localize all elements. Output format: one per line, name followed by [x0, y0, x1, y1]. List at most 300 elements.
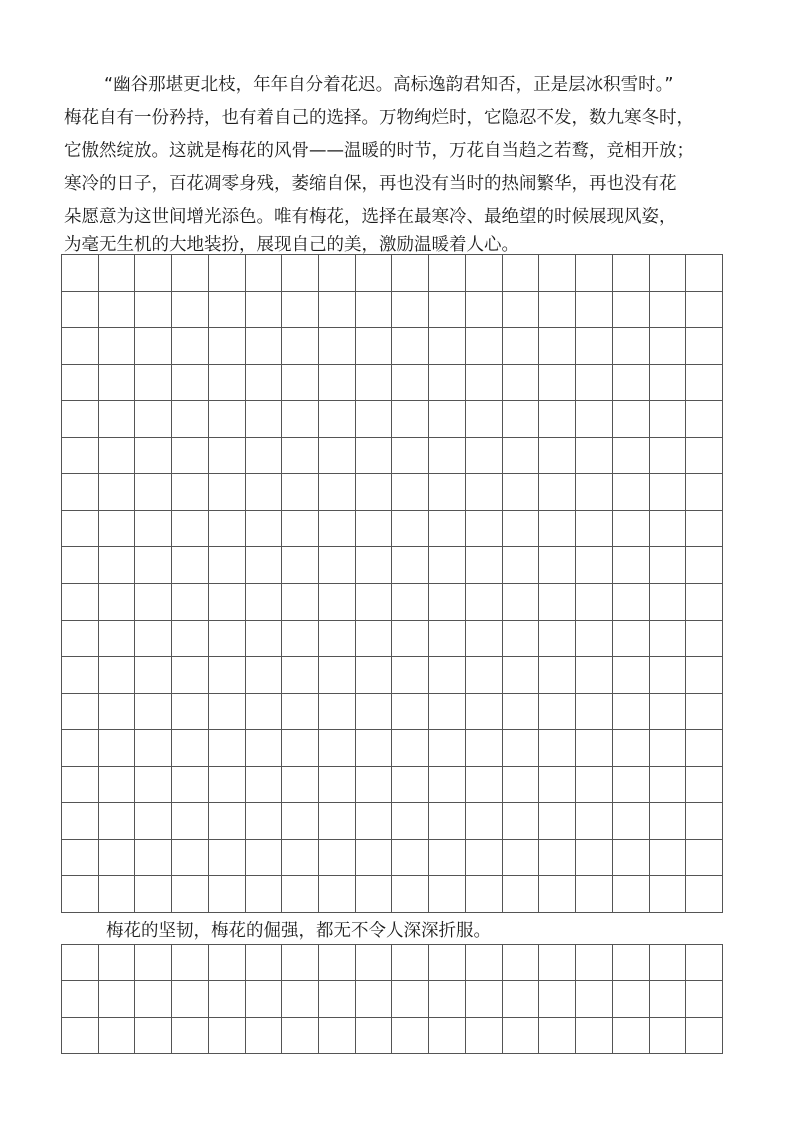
grid-cell [686, 945, 723, 981]
grid-cell [503, 328, 540, 365]
grid-cell [613, 584, 650, 621]
grid-cell [466, 694, 503, 731]
grid-cell [539, 401, 576, 438]
grid-cell [356, 584, 393, 621]
grid-cell [319, 767, 356, 804]
grid-cell [209, 840, 246, 877]
grid-cell [686, 876, 723, 913]
grid-cell [356, 840, 393, 877]
grid-cell [539, 292, 576, 329]
grid-cell [650, 365, 687, 402]
grid-cell [282, 876, 319, 913]
grid-cell [429, 694, 466, 731]
grid-cell [209, 547, 246, 584]
grid-cell [686, 547, 723, 584]
grid-cell [172, 876, 209, 913]
grid-cell [466, 584, 503, 621]
grid-cell [319, 401, 356, 438]
grid-cell [392, 621, 429, 658]
grid-cell [62, 803, 99, 840]
grid-cell [392, 511, 429, 548]
grid-cell [356, 803, 393, 840]
grid-cell [356, 730, 393, 767]
grid-cell [319, 876, 356, 913]
grid-cell [99, 730, 136, 767]
grid-cell [246, 1018, 283, 1054]
grid-cell [319, 328, 356, 365]
grid-cell [135, 547, 172, 584]
grid-cell [62, 328, 99, 365]
grid-cell [539, 547, 576, 584]
grid-cell [209, 621, 246, 658]
grid-cell [576, 621, 613, 658]
grid-cell [99, 657, 136, 694]
grid-cell [466, 840, 503, 877]
paragraph-1-line-1: “幽谷那堪更北枝，年年自分着花迟。高标逸韵君知否，正是层冰积雪时。” [104, 75, 674, 95]
grid-cell [613, 981, 650, 1017]
grid-cell [172, 547, 209, 584]
paragraph-1-line-6: 为毫无生机的大地装扮，展现自己的美，激励温暖着人心。 [64, 235, 519, 255]
grid-cell [392, 438, 429, 475]
grid-cell [576, 945, 613, 981]
grid-cell [392, 730, 429, 767]
grid-cell [613, 511, 650, 548]
grid-cell [539, 730, 576, 767]
grid-cell [539, 803, 576, 840]
grid-cell [246, 255, 283, 292]
grid-cell [539, 767, 576, 804]
grid-cell [172, 621, 209, 658]
grid-cell [356, 981, 393, 1017]
grid-cell [539, 438, 576, 475]
grid-cell [429, 657, 466, 694]
grid-cell [650, 328, 687, 365]
grid-cell [576, 438, 613, 475]
grid-cell [429, 1018, 466, 1054]
grid-cell [429, 803, 466, 840]
grid-cell [576, 292, 613, 329]
grid-cell [172, 945, 209, 981]
grid-cell [503, 511, 540, 548]
grid-cell [246, 474, 283, 511]
grid-cell [650, 657, 687, 694]
paragraph-2-line-1: 梅花的坚韧，梅花的倔强，都无不令人深深折服。 [106, 921, 491, 941]
grid-cell [576, 401, 613, 438]
grid-cell [686, 328, 723, 365]
grid-cell [356, 767, 393, 804]
grid-cell [319, 584, 356, 621]
grid-cell [172, 511, 209, 548]
grid-cell [209, 945, 246, 981]
grid-cell [209, 292, 246, 329]
grid-cell [62, 438, 99, 475]
grid-cell [356, 292, 393, 329]
grid-cell [503, 657, 540, 694]
grid-cell [613, 767, 650, 804]
grid-cell [650, 876, 687, 913]
grid-cell [135, 401, 172, 438]
grid-cell [576, 876, 613, 913]
grid-cell [282, 511, 319, 548]
grid-cell [576, 803, 613, 840]
grid-cell [650, 621, 687, 658]
grid-cell [319, 547, 356, 584]
grid-cell [503, 730, 540, 767]
grid-cell [356, 694, 393, 731]
grid-cell [172, 255, 209, 292]
grid-cell [650, 292, 687, 329]
grid-cell [392, 767, 429, 804]
grid-cell [539, 694, 576, 731]
grid-cell [246, 328, 283, 365]
grid-cell [613, 1018, 650, 1054]
grid-cell [62, 255, 99, 292]
grid-cell [686, 621, 723, 658]
grid-cell [99, 584, 136, 621]
grid-cell [172, 365, 209, 402]
paragraph-1-line-2: 梅花自有一份矜持，也有着自己的选择。万物绚烂时，它隐忍不发，数九寒冬时， [64, 108, 694, 128]
grid-cell [429, 365, 466, 402]
grid-cell [466, 730, 503, 767]
grid-cell [613, 840, 650, 877]
grid-cell [392, 1018, 429, 1054]
grid-cell [246, 657, 283, 694]
grid-cell [503, 694, 540, 731]
grid-cell [613, 730, 650, 767]
grid-cell [246, 803, 283, 840]
grid-cell [135, 438, 172, 475]
grid-cell [613, 547, 650, 584]
grid-cell [282, 730, 319, 767]
grid-cell [62, 694, 99, 731]
grid-cell [650, 945, 687, 981]
grid-cell [209, 511, 246, 548]
paragraph-1-line-5: 朵愿意为这世间增光添色。唯有梅花，选择在最寒冷、最绝望的时候展现风姿， [64, 207, 677, 227]
grid-cell [613, 401, 650, 438]
grid-cell [209, 474, 246, 511]
grid-cell [62, 584, 99, 621]
grid-cell [503, 547, 540, 584]
grid-cell [429, 621, 466, 658]
paragraph-1-line-4: 寒冷的日子，百花凋零身残，萎缩自保，再也没有当时的热闹繁华，再也没有花 [64, 174, 677, 194]
grid-cell [392, 945, 429, 981]
grid-cell [99, 438, 136, 475]
grid-cell [282, 694, 319, 731]
grid-cell [503, 438, 540, 475]
grid-cell [392, 981, 429, 1017]
grid-cell [503, 945, 540, 981]
grid-cell [135, 694, 172, 731]
grid-cell [209, 438, 246, 475]
grid-cell [172, 767, 209, 804]
grid-cell [686, 365, 723, 402]
grid-cell [319, 945, 356, 981]
grid-cell [172, 730, 209, 767]
grid-cell [576, 511, 613, 548]
grid-cell [539, 657, 576, 694]
grid-cell [319, 292, 356, 329]
grid-cell [576, 694, 613, 731]
grid-cell [576, 547, 613, 584]
grid-cell [466, 511, 503, 548]
grid-cell [503, 292, 540, 329]
grid-cell [576, 328, 613, 365]
grid-cell [576, 584, 613, 621]
grid-cell [246, 438, 283, 475]
grid-cell [135, 511, 172, 548]
grid-cell [99, 876, 136, 913]
grid-cell [429, 767, 466, 804]
grid-cell [392, 474, 429, 511]
grid-cell [99, 511, 136, 548]
grid-cell [686, 803, 723, 840]
grid-cell [650, 511, 687, 548]
grid-cell [466, 803, 503, 840]
grid-cell [99, 474, 136, 511]
grid-cell [282, 547, 319, 584]
grid-cell [356, 657, 393, 694]
grid-cell [282, 1018, 319, 1054]
grid-cell [539, 365, 576, 402]
grid-cell [429, 945, 466, 981]
grid-cell [62, 876, 99, 913]
grid-cell [209, 584, 246, 621]
grid-cell [613, 292, 650, 329]
paragraph-1-line-3: 它傲然绽放。这就是梅花的风骨——温暖的时节，万花自当趋之若鹜，竞相开放； [64, 141, 694, 161]
grid-cell [503, 840, 540, 877]
grid-cell [319, 438, 356, 475]
grid-cell [99, 255, 136, 292]
grid-cell [282, 328, 319, 365]
grid-cell [650, 255, 687, 292]
grid-cell [539, 255, 576, 292]
grid-cell [356, 255, 393, 292]
grid-cell [135, 474, 172, 511]
grid-cell [392, 292, 429, 329]
grid-cell [613, 255, 650, 292]
grid-cell [686, 255, 723, 292]
grid-cell [650, 694, 687, 731]
grid-cell [172, 981, 209, 1017]
grid-cell [686, 401, 723, 438]
grid-cell [576, 1018, 613, 1054]
writing-grid-main [61, 254, 723, 913]
grid-cell [650, 767, 687, 804]
grid-cell [686, 730, 723, 767]
grid-cell [392, 328, 429, 365]
grid-cell [466, 767, 503, 804]
grid-cell [503, 401, 540, 438]
grid-cell [319, 694, 356, 731]
grid-cell [209, 328, 246, 365]
grid-cell [686, 1018, 723, 1054]
grid-cell [613, 621, 650, 658]
grid-cell [576, 474, 613, 511]
grid-cell [246, 292, 283, 329]
grid-cell [319, 1018, 356, 1054]
grid-cell [613, 694, 650, 731]
grid-cell [246, 401, 283, 438]
grid-cell [172, 657, 209, 694]
grid-cell [62, 657, 99, 694]
grid-cell [392, 547, 429, 584]
grid-cell [282, 365, 319, 402]
grid-cell [319, 255, 356, 292]
grid-cell [282, 255, 319, 292]
grid-cell [539, 511, 576, 548]
grid-cell [650, 438, 687, 475]
grid-cell [209, 876, 246, 913]
grid-cell [99, 945, 136, 981]
grid-cell [99, 365, 136, 402]
grid-cell [282, 584, 319, 621]
grid-cell [539, 945, 576, 981]
grid-cell [99, 292, 136, 329]
grid-cell [466, 255, 503, 292]
grid-cell [356, 945, 393, 981]
grid-cell [172, 438, 209, 475]
grid-cell [246, 945, 283, 981]
grid-cell [356, 547, 393, 584]
grid-cell [539, 474, 576, 511]
grid-cell [539, 981, 576, 1017]
grid-cell [650, 584, 687, 621]
grid-cell [429, 876, 466, 913]
grid-cell [613, 945, 650, 981]
grid-cell [686, 981, 723, 1017]
grid-cell [135, 1018, 172, 1054]
grid-cell [613, 474, 650, 511]
grid-cell [466, 438, 503, 475]
grid-cell [172, 328, 209, 365]
grid-cell [539, 1018, 576, 1054]
grid-cell [466, 621, 503, 658]
grid-cell [429, 255, 466, 292]
grid-cell [99, 694, 136, 731]
grid-cell [429, 730, 466, 767]
grid-cell [429, 438, 466, 475]
grid-cell [392, 365, 429, 402]
grid-cell [392, 657, 429, 694]
grid-cell [62, 767, 99, 804]
grid-cell [392, 584, 429, 621]
grid-cell [392, 694, 429, 731]
grid-cell [686, 511, 723, 548]
grid-cell [246, 511, 283, 548]
grid-cell [686, 438, 723, 475]
grid-cell [135, 621, 172, 658]
grid-cell [429, 328, 466, 365]
grid-cell [650, 803, 687, 840]
grid-cell [282, 803, 319, 840]
grid-cell [650, 474, 687, 511]
grid-cell [62, 840, 99, 877]
grid-cell [576, 657, 613, 694]
grid-cell [62, 945, 99, 981]
grid-cell [576, 255, 613, 292]
grid-cell [466, 474, 503, 511]
grid-cell [576, 365, 613, 402]
grid-cell [429, 292, 466, 329]
grid-cell [503, 876, 540, 913]
grid-cell [429, 584, 466, 621]
grid-cell [650, 1018, 687, 1054]
grid-cell [135, 876, 172, 913]
grid-cell [246, 694, 283, 731]
grid-cell [99, 840, 136, 877]
grid-cell [209, 255, 246, 292]
grid-cell [429, 547, 466, 584]
grid-cell [246, 730, 283, 767]
grid-cell [650, 730, 687, 767]
grid-cell [209, 803, 246, 840]
grid-cell [172, 840, 209, 877]
grid-cell [172, 584, 209, 621]
grid-cell [319, 840, 356, 877]
grid-cell [282, 840, 319, 877]
grid-cell [246, 981, 283, 1017]
grid-cell [392, 803, 429, 840]
grid-cell [539, 584, 576, 621]
grid-cell [503, 1018, 540, 1054]
grid-cell [686, 694, 723, 731]
grid-cell [650, 547, 687, 584]
grid-cell [209, 401, 246, 438]
grid-cell [99, 803, 136, 840]
grid-cell [613, 365, 650, 402]
grid-cell [99, 981, 136, 1017]
grid-cell [613, 438, 650, 475]
grid-cell [135, 767, 172, 804]
grid-cell [392, 876, 429, 913]
grid-cell [466, 981, 503, 1017]
grid-cell [282, 767, 319, 804]
grid-cell [246, 767, 283, 804]
grid-cell [539, 876, 576, 913]
grid-cell [429, 401, 466, 438]
grid-cell [172, 474, 209, 511]
grid-cell [466, 401, 503, 438]
grid-cell [539, 840, 576, 877]
grid-cell [246, 365, 283, 402]
grid-cell [135, 981, 172, 1017]
grid-cell [319, 730, 356, 767]
grid-cell [429, 474, 466, 511]
grid-cell [172, 694, 209, 731]
grid-cell [356, 401, 393, 438]
grid-cell [650, 981, 687, 1017]
grid-cell [62, 292, 99, 329]
grid-cell [503, 474, 540, 511]
grid-cell [172, 803, 209, 840]
grid-cell [135, 840, 172, 877]
grid-cell [319, 621, 356, 658]
grid-cell [466, 547, 503, 584]
grid-cell [686, 840, 723, 877]
grid-cell [686, 767, 723, 804]
grid-cell [466, 1018, 503, 1054]
grid-cell [99, 328, 136, 365]
grid-cell [356, 1018, 393, 1054]
grid-cell [62, 401, 99, 438]
grid-cell [99, 1018, 136, 1054]
grid-cell [99, 401, 136, 438]
grid-cell [613, 803, 650, 840]
grid-cell [62, 474, 99, 511]
grid-cell [429, 981, 466, 1017]
grid-cell [172, 401, 209, 438]
grid-cell [209, 657, 246, 694]
